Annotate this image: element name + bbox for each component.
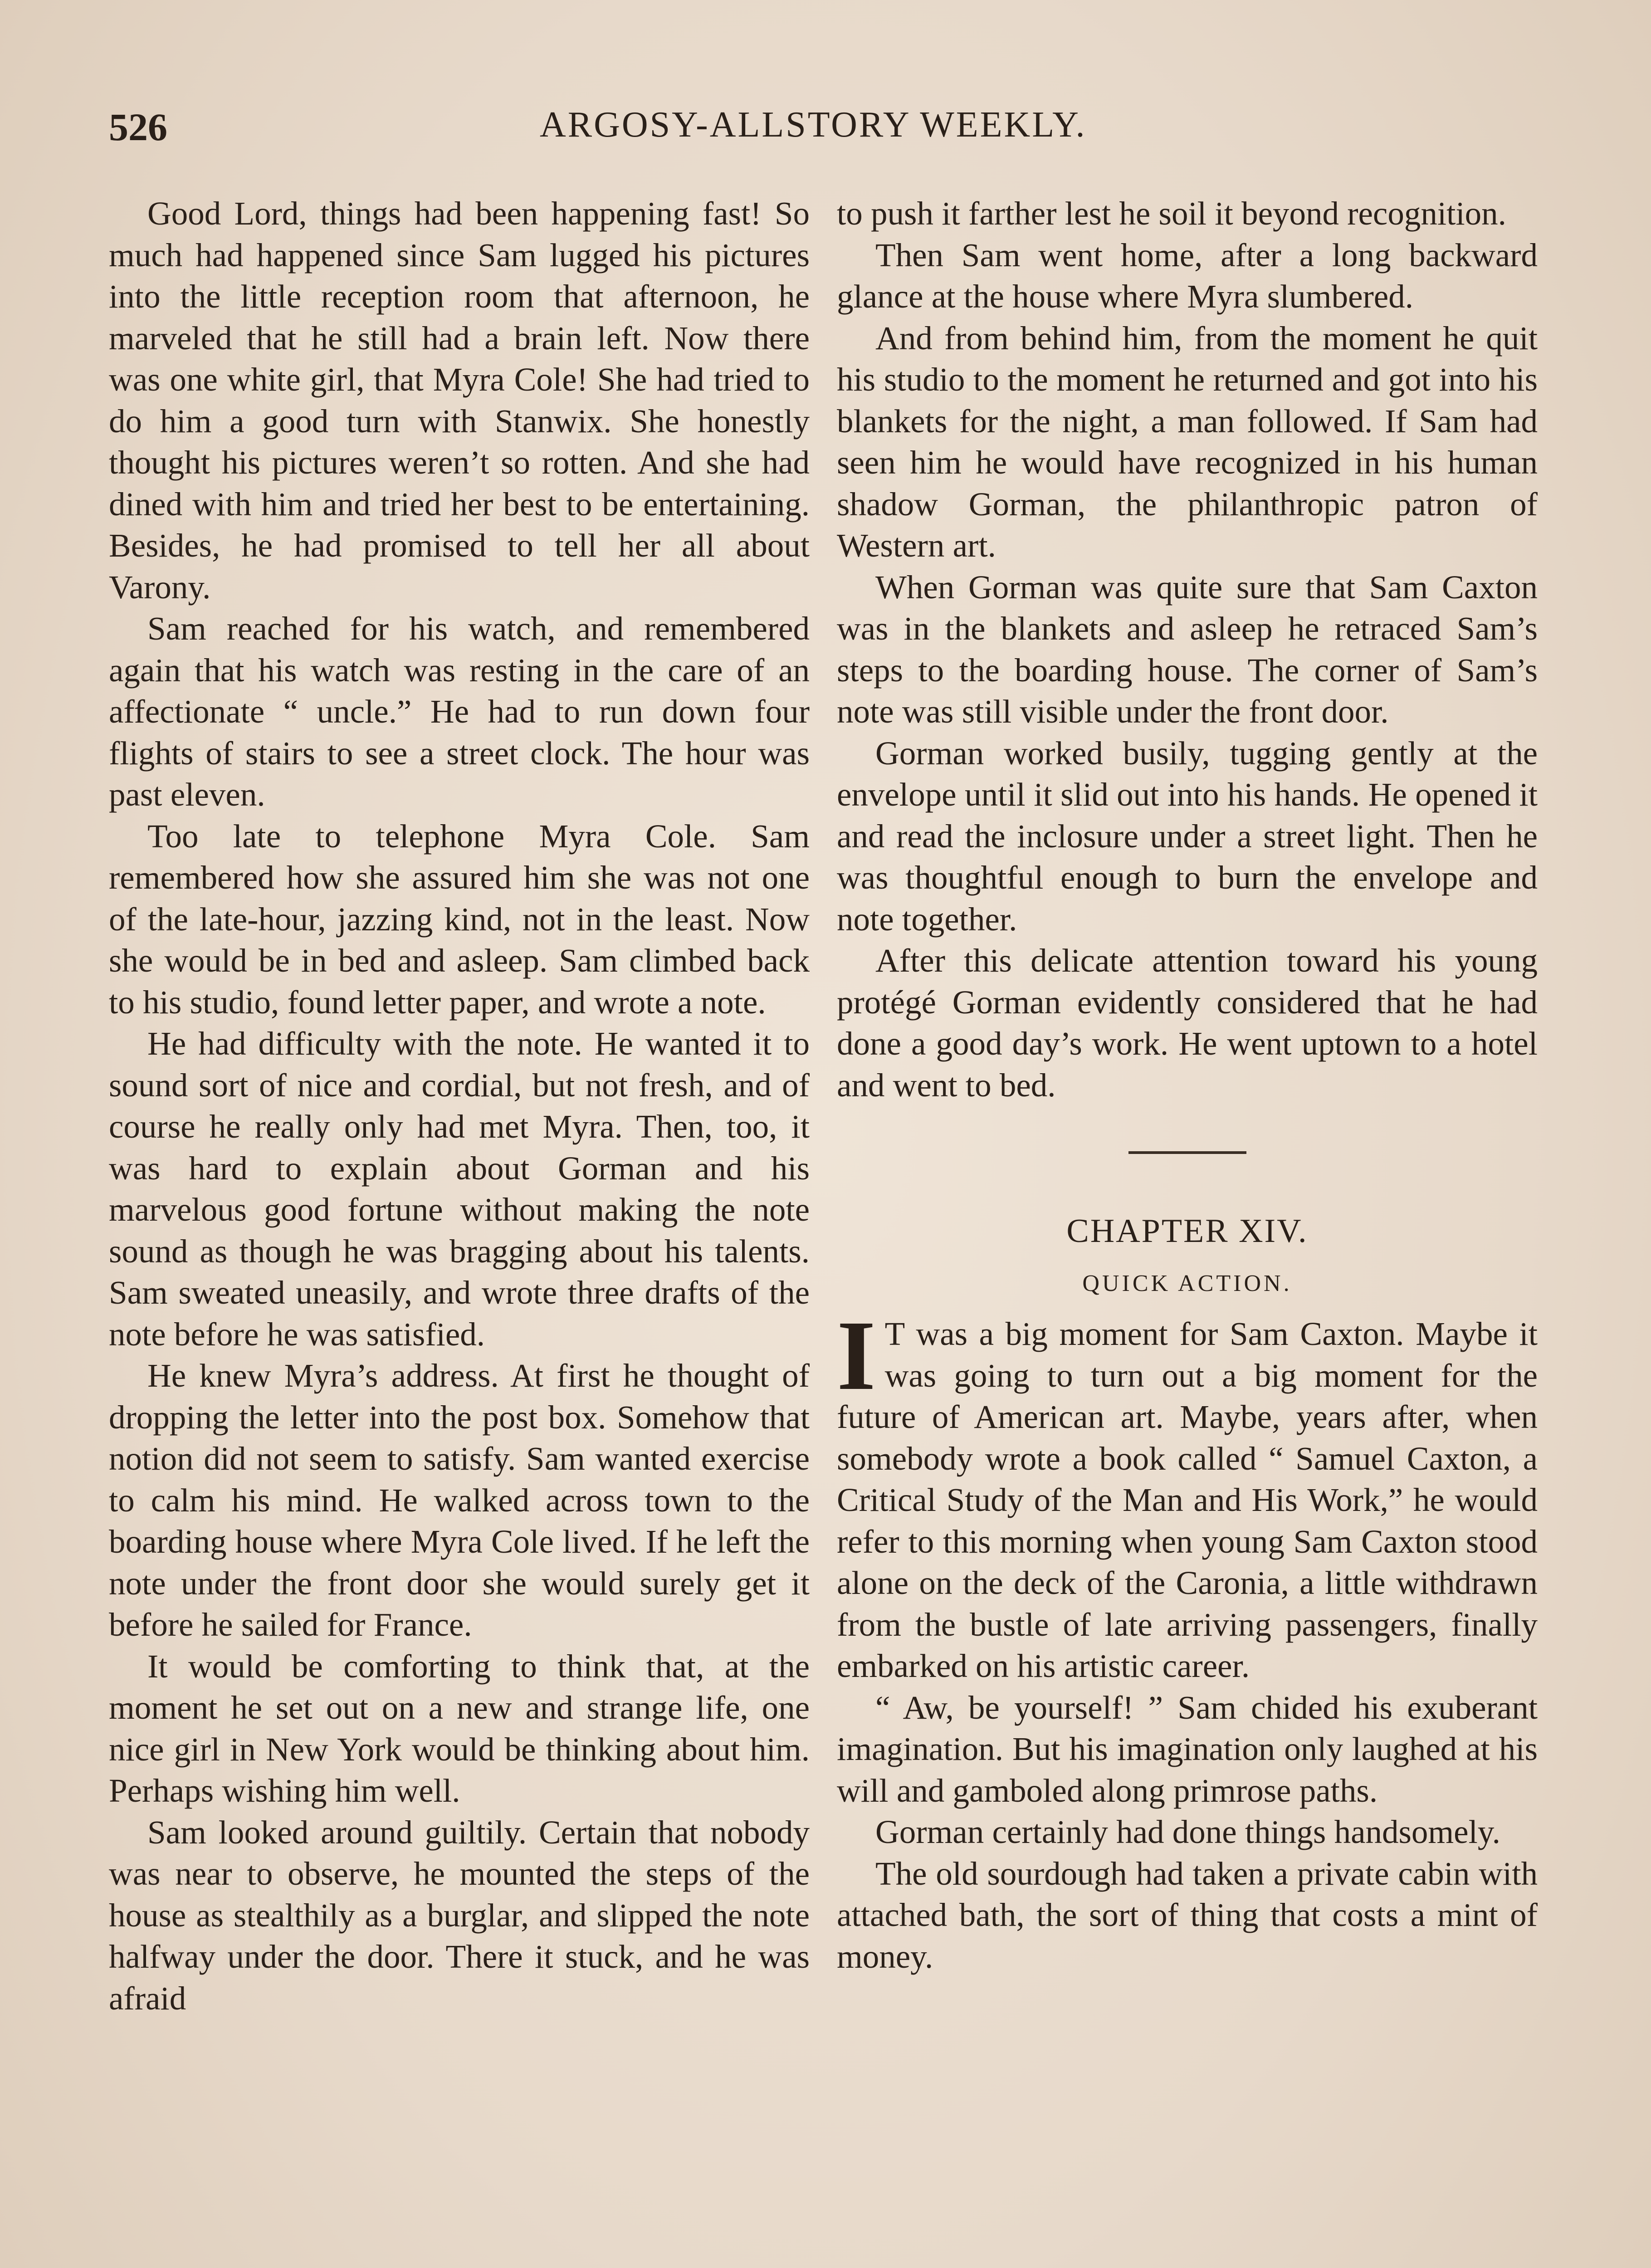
running-title: ARGOSY-ALLSTORY WEEKLY.: [540, 105, 1087, 145]
paragraph: He had difficulty with the note. He wanted it to sound sort of nice and cordial, but not fresh, and of course he really only had met Myra. Then, too, it was hard to explain about Gorman and his marvelous good fortune without making the note sound as though he was bragging about his talents. Sam sweated uneasily, and wrote three drafts of the note before he was satisfied.: [109, 1025, 810, 1353]
paragraph: The old sourdough had taken a private cabin with attached bath, the sort of thing that costs a mint of money.: [837, 1855, 1538, 1975]
paragraph: Then Sam went home, after a long backward glance at the house where Myra slumbered.: [837, 236, 1538, 315]
paragraph: Sam looked around guiltily. Certain that nobody was near to observe, he mounted the steps of the house as stealthily as a burglar, and slipped the note halfway under the door. There it stuck, and he was afraid: [109, 1813, 810, 2017]
paragraph: “ Aw, be yourself! ” Sam chided his exuberant imagination. But his imagination only laughed at his will and gamboled along primrose paths.: [837, 1689, 1538, 1809]
paragraph: Sam reached for his watch, and remembered again that his watch was resting in the care of an affectionate “ uncle.” He had to run down four flights of stairs to see a street clock. The hour was past eleven.: [109, 610, 810, 813]
left-column: [109, 193, 810, 2019]
page-number: 526: [109, 105, 167, 149]
chapter-opening-paragraph: [837, 1300, 1538, 1687]
page-header: [109, 104, 1538, 159]
paragraph: Gorman worked busily, tugging gently at the envelope until it slid out into his hands. He opened it and read the inclosure under a street light. Then he was thoughtful enough to burn the envelope and note together.: [837, 734, 1538, 938]
paragraph: Good Lord, things had been happening fast! So much had happened since Sam lugged his pictures into the little reception room that afternoon, he marveled that he still had a brain left. Now there was one white girl, that Myra Cole! She had tried to do him a good turn with Stanwix. She honestly thought his pictures weren’t so rotten. And she had dined with him and tried her best to be entertaining. Besides, he had promised to tell her all about Varony.: [109, 195, 810, 606]
paragraph: Too late to telephone Myra Cole. Sam remembered how she assured him she was not one of the late-hour, jazzing kind, not in the least. Now she would be in bed and asleep. Sam climbed back to his studio, found letter paper, and wrote a note.: [109, 817, 810, 1021]
paragraph: And from behind him, from the moment he quit his studio to the moment he returned and got into his blankets for the night, a man followed. If Sam had seen him he would have recognized in his human shadow Gorman, the philanthropic patron of Western art.: [837, 319, 1538, 564]
paragraph: He knew Myra’s address. At first he thought of dropping the letter into the post box. Somehow that notion did not seem to satisfy. Sam wanted exercise to calm his mind. He walked across town to the boarding house where Myra Cole lived. If he left the note under the front door she would surely get it before he sailed for France.: [109, 1357, 810, 1643]
right-column: [837, 193, 1538, 1977]
paragraph: When Gorman was quite sure that Sam Caxton was in the blankets and asleep he retraced Sam’s steps to the boarding house. The corner of Sam’s note was still visible under the front door.: [837, 568, 1538, 730]
chapter-subtitle: QUICK ACTION.: [1082, 1271, 1292, 1296]
opening-text: T was a big moment for Sam Caxton. Maybe it was going to turn out a big moment for the future of American art. Maybe, years after, when somebody wrote a book called “ Samuel Caxton, a Critical Study of the Man and His Work,” he would refer to this morning when young Sam Caxton stood alone on the deck of the Caronia, a little withdrawn from the bustle of late arriving passengers, finally embarked on his artistic career.: [837, 1315, 1538, 1684]
paragraph: Gorman certainly had done things handsomely.: [875, 1813, 1500, 1850]
section-divider: [1128, 1151, 1246, 1154]
paragraph: After this delicate attention toward his young protégé Gorman evidently considered that he had done a good day’s work. He went uptown to a hotel and went to bed.: [837, 942, 1538, 1104]
paragraph: It would be comforting to think that, at the moment he set out on a new and strange life, one nice girl in New York would be thinking about him. Perhaps wishing him well.: [109, 1647, 810, 1809]
chapter-title: CHAPTER XIV.: [1066, 1212, 1308, 1250]
paragraph-continuation: to push it farther lest he soil it beyond recognition.: [837, 195, 1506, 232]
drop-cap: I: [837, 1300, 876, 1411]
